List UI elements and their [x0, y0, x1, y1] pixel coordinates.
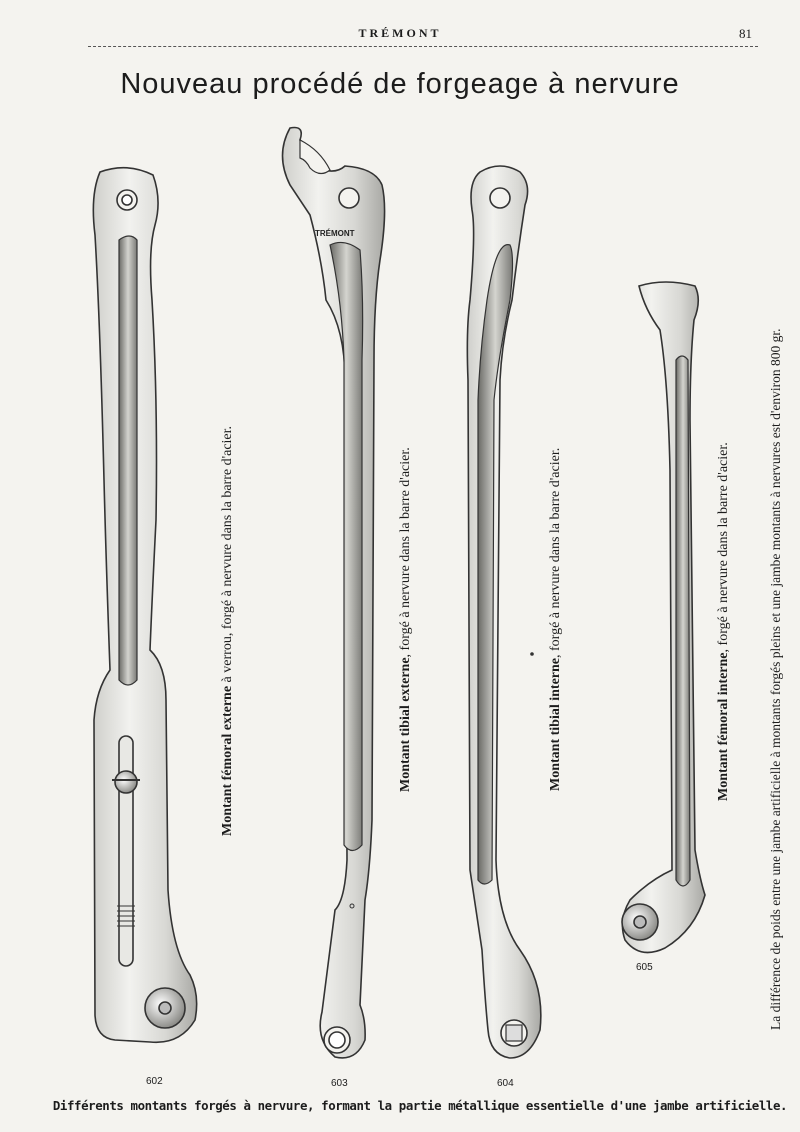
weight-difference-note: La différence de poids entre une jambe artificielle à montants forgés pleins et une jambe montants à nervures est d'environ 800 gr. [768, 328, 783, 1030]
tool-605-femoral-internal-upright [622, 282, 705, 953]
label-604-rest: , forgé à nervure dans la barre d'acier. [548, 447, 563, 658]
number-605: 605 [636, 962, 653, 973]
label-602-bold: Montant fémoral externe [220, 685, 235, 836]
label-604 [548, 448, 564, 791]
label-602 [220, 426, 236, 836]
number-603: 603 [331, 1078, 348, 1089]
tool-604-tibial-internal-upright [467, 166, 540, 1058]
page-title: Nouveau procédé de forgeage à nervure [120, 68, 680, 100]
label-603-rest: , forgé à nervure dans la barre d'acier. [398, 447, 413, 658]
page-number: 81 [739, 26, 752, 41]
label-604-bold: Montant tibial interne [548, 658, 563, 791]
tool-603-tibial-external-upright [283, 128, 385, 1058]
label-603 [398, 447, 414, 792]
running-head: TRÉMONT [358, 26, 442, 40]
figure-caption: Différents montants forgés à nervure, formant la partie métallique essentielle d'une jambe artificielle. [52, 1098, 788, 1113]
tool-603-stamp: TRÉMONT [315, 229, 355, 238]
label-605-rest: , forgé à nervure dans la barre d'acier. [716, 442, 731, 653]
label-605 [716, 442, 732, 801]
tool-602-femoral-external-upright [93, 168, 196, 1043]
number-602: 602 [146, 1076, 163, 1087]
number-604: 604 [497, 1078, 514, 1089]
label-603-bold: Montant tibial externe [398, 657, 413, 792]
label-602-rest: à verrou, forgé à nervure dans la barre d'acier. [220, 425, 235, 686]
label-605-bold: Montant fémoral interne [716, 652, 731, 801]
